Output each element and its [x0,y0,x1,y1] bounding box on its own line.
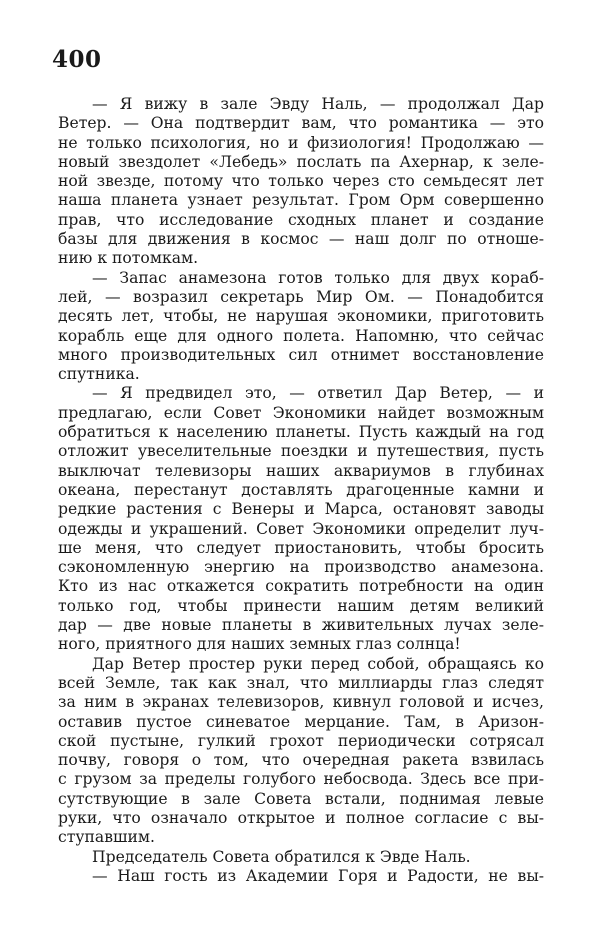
text-line: оставив пустое синеватое мерцание. Там, в Аризон- [58,712,544,731]
text-line: наша планета узнает результат. Гром Орм совершенно [58,191,544,210]
text-line: отложит увеселительные поездки и путешествия, пусть [58,442,544,461]
text-line: — Я предвидел это, — ответил Дар Ветер, — и [92,384,544,403]
text-line: лей, — возразил секретарь Мир Ом. — Понадобится [58,287,544,306]
text-line: с грузом за пределы голубого небосвода. Здесь все при- [58,770,544,789]
text-line: ступавшим. [58,828,155,847]
text-line: десять лет, чтобы, не нарушая экономики, приготовить [58,307,544,326]
text-line: ше меня, что следует приостановить, чтобы бросить [58,538,544,557]
text-line: корабль еще для одного полета. Напомню, что сейчас [58,326,544,345]
text-line: Дар Ветер простер руки перед собой, обращаясь ко [92,654,544,673]
text-line: новый звездолет «Лебедь» послать па Ахернар, к зеле- [58,152,544,171]
text-line: нию к потомкам. [58,249,199,268]
paragraph [58,95,544,269]
text-line: руки, что означало открытое и полное согласие с вы- [58,808,544,827]
text-line: много производительных сил отнимет восстановление [58,345,544,364]
text-line: спутника. [58,365,140,384]
text-line: Кто из нас откажется сократить потребности на один [58,577,544,596]
text-line: Ветер. — Она подтвердит вам, что романтика — это [58,114,544,133]
text-line: — Запас анамезона готов только для двух кораб- [92,268,544,287]
text-line: не только психология, но и физиология! Продолжаю — [58,133,544,152]
text-line: океана, перестанут доставлять драгоценные камни и [58,480,544,499]
text-line: сутствующие в зале Совета встали, поднимая левые [58,789,544,808]
text-line: одежды и украшений. Совет Экономики определит луч- [58,519,544,538]
text-line: дар — две новые планеты в живительных лучах зеле- [58,616,544,635]
text-line: ного, приятного для наших земных глаз солнца! [58,635,461,654]
text-line: — Я вижу в зале Эвду Наль, — продолжал Дар [92,95,544,113]
text-line: базы для движения в космос — наш долг по отноше- [58,230,544,249]
paragraph [58,269,544,385]
text-line: ской пустыне, гулкий грохот периодически сотрясал [58,731,544,750]
text-line: всей Земле, так как знал, что миллиарды глаз следят [58,673,544,692]
text-line: прав, что исследование сходных планет и создание [58,210,544,229]
text-body [58,95,544,886]
text-line: почву, говоря о том, что очередная ракета взвилась [58,751,544,770]
text-line: обратиться к населению планеты. Пусть каждый на год [58,423,544,442]
text-line: ной звезде, потому что только через сто семьдесят лет [58,172,544,191]
text-line: предлагаю, если Совет Экономики найдет возможным [58,403,544,422]
text-line: за ним в экранах телевизоров, кивнул головой и исчез, [58,693,544,712]
text-line: только год, чтобы принести нашим детям великий [58,596,544,615]
paragraph [58,848,544,867]
paragraph [58,867,544,886]
text-line: Председатель Совета обратился к Эвде Наль. [92,847,471,866]
paragraph [58,655,544,848]
text-line: — Наш гость из Академии Горя и Радости, не вы- [92,866,544,885]
paragraph [58,384,544,654]
page-number: 400 [52,46,102,73]
text-line: редкие растения с Венеры и Марса, остановят заводы [58,500,544,519]
text-line: сэкономленную энергию на производство анамезона. [58,558,544,577]
text-line: выключат телевизоры наших аквариумов в глубинах [58,461,544,480]
